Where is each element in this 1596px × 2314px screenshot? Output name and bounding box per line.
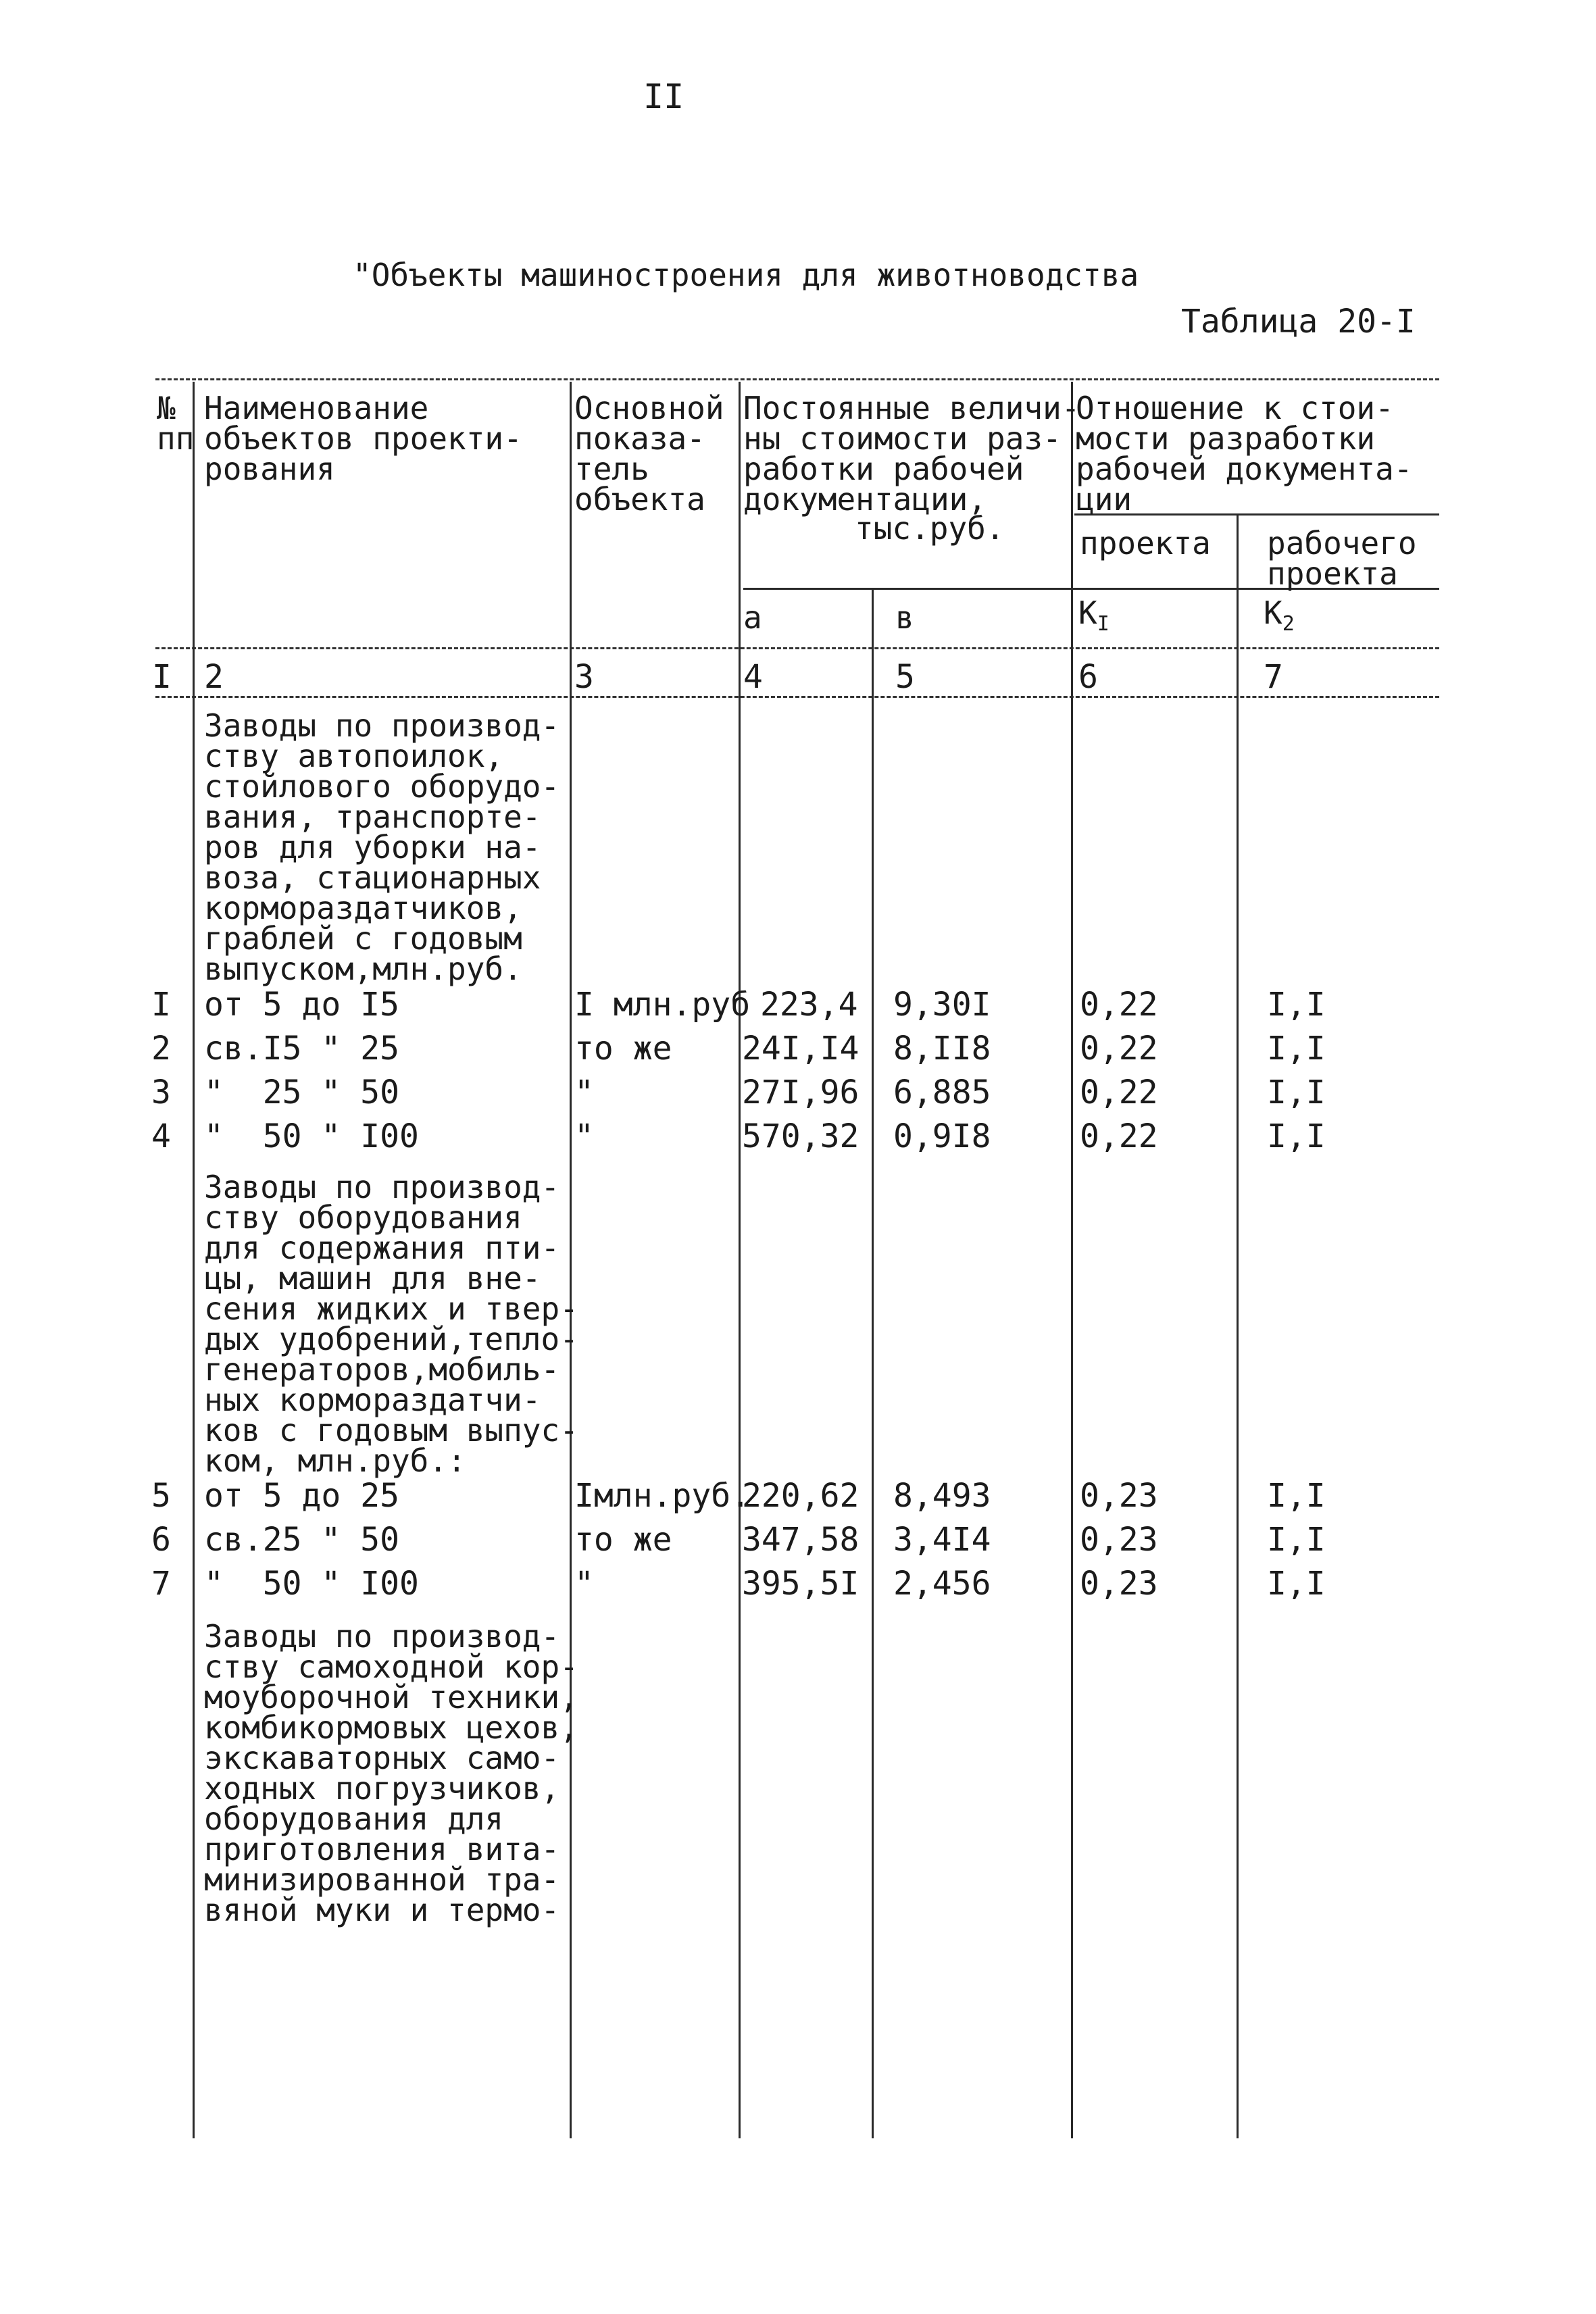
col-divider-3	[739, 382, 741, 2138]
row-number: 4	[151, 1117, 171, 1155]
table-row	[0, 1030, 1596, 1074]
header-name: Наименование объектов проекти- рования	[204, 390, 522, 487]
header-constants: Постоянные величи- ны стоимости раз- работки рабочей документации,	[743, 390, 1080, 518]
column-number: I	[152, 658, 172, 696]
row-k2: I,I	[1267, 1521, 1326, 1559]
row-number: 2	[151, 1030, 171, 1067]
column-number: 2	[204, 658, 224, 696]
row-value-a: 347,58	[742, 1521, 859, 1559]
row-number: 3	[151, 1074, 171, 1111]
row-value-b: 8,II8	[893, 1030, 991, 1067]
table-row	[0, 1565, 1596, 1609]
table-row	[0, 986, 1596, 1030]
col-divider-6	[1237, 513, 1239, 2138]
row-k1: 0,22	[1080, 1030, 1158, 1067]
table-row	[0, 1117, 1596, 1162]
row-k2: I,I	[1267, 1117, 1326, 1155]
column-number: 4	[743, 658, 763, 696]
header-indicator: Основной показа- тель объекта	[574, 390, 724, 518]
row-value-a: 223,4	[760, 986, 858, 1024]
row-indicator: Iмлн.руб.	[574, 1477, 751, 1515]
header-sub-a: а	[743, 599, 762, 636]
row-k2: I,I	[1267, 1477, 1326, 1515]
row-indicator: "	[574, 1117, 594, 1155]
row-indicator: то же	[574, 1521, 672, 1559]
header-ratio: Отношение к стои- мости разработки рабочей документа- ции	[1076, 390, 1413, 518]
row-value-b: 8,493	[893, 1477, 991, 1515]
column-number: 7	[1264, 658, 1283, 696]
row-number: 7	[151, 1565, 171, 1603]
row-k2: I,I	[1267, 1030, 1326, 1067]
group-title: Заводы по производ- ству автопоилок, стойлового оборудо- вания, транспорте- ров для уборки на- воза, стационарных кормораздатчиков, граблей с годовым выпуском,млн.руб.	[204, 707, 560, 987]
header-sub-k2: $К_2$	[1264, 595, 1295, 636]
row-indicator: I млн.руб	[574, 986, 751, 1024]
row-value-b: 3,4I4	[893, 1521, 991, 1559]
row-value-a: 220,62	[742, 1477, 859, 1515]
col-divider-5	[1071, 382, 1073, 2138]
row-value-b: 6,885	[893, 1074, 991, 1111]
row-name: св.I5 " 25	[204, 1030, 399, 1067]
row-name: св.25 " 50	[204, 1521, 399, 1559]
row-indicator: то же	[574, 1030, 672, 1067]
row-k1: 0,23	[1080, 1521, 1158, 1559]
table-row	[0, 1521, 1596, 1565]
header-sub-b: в	[895, 599, 914, 636]
row-value-a: 24I,I4	[742, 1030, 859, 1067]
row-value-a: 570,32	[742, 1117, 859, 1155]
header-working-project: рабочего проекта	[1267, 525, 1417, 592]
header-sub-k1: $К_I$	[1078, 595, 1109, 636]
header-rule-3	[155, 647, 1439, 649]
row-k1: 0,23	[1080, 1565, 1158, 1603]
header-project: проекта	[1080, 525, 1211, 561]
row-value-a: 27I,96	[742, 1074, 859, 1111]
table-row	[0, 1477, 1596, 1521]
row-number: I	[151, 986, 171, 1024]
row-value-b: 9,30I	[893, 986, 991, 1024]
row-value-a: 395,5I	[742, 1565, 859, 1603]
column-number: 5	[895, 658, 915, 696]
row-value-b: 2,456	[893, 1565, 991, 1603]
header-number: № пп	[157, 390, 195, 457]
row-k2: I,I	[1267, 1074, 1326, 1111]
column-number: 6	[1078, 658, 1098, 696]
page-heading: "Объекты машиностроения для животноводства	[353, 257, 1139, 293]
row-k1: 0,23	[1080, 1477, 1158, 1515]
group-title: Заводы по производ- ству оборудования для содержания пти- цы, машин для вне- сения жидких и твер- дых удобрений,тепло- генераторов,мобиль- ных кормораздатчи- ков с годовым выпус- ком, млн.руб.:	[204, 1169, 578, 1479]
row-k2: I,I	[1267, 986, 1326, 1024]
row-name: " 50 " I00	[204, 1565, 419, 1603]
row-name: от 5 до 25	[204, 1477, 399, 1515]
table-top-border	[155, 378, 1439, 380]
column-number: 3	[574, 658, 594, 696]
row-number: 6	[151, 1521, 171, 1559]
row-name: " 25 " 50	[204, 1074, 399, 1111]
row-indicator: "	[574, 1074, 594, 1111]
col-divider-4	[872, 588, 874, 2138]
table-label: Таблица 20-I	[1181, 303, 1416, 341]
row-k1: 0,22	[1080, 1117, 1158, 1155]
table-row	[0, 1074, 1596, 1118]
row-k2: I,I	[1267, 1565, 1326, 1603]
header-constants-unit: тыс.руб.	[855, 510, 1005, 547]
row-k1: 0,22	[1080, 1074, 1158, 1111]
row-name: " 50 " I00	[204, 1117, 419, 1155]
row-number: 5	[151, 1477, 171, 1515]
row-value-b: 0,9I8	[893, 1117, 991, 1155]
page-number: II	[643, 77, 684, 116]
row-indicator: "	[574, 1565, 594, 1603]
group-title: Заводы по производ- ству самоходной кор- моуборочной техники, комбикормовых цехов, экскаваторных само- ходных погрузчиков, оборудования для приготовления вита- минизированной тра- вяной муки и термо-	[204, 1618, 578, 1928]
row-k1: 0,22	[1080, 986, 1158, 1024]
row-name: от 5 до I5	[204, 986, 399, 1024]
col-divider-1	[193, 382, 195, 2138]
header-rule-4	[155, 696, 1439, 698]
